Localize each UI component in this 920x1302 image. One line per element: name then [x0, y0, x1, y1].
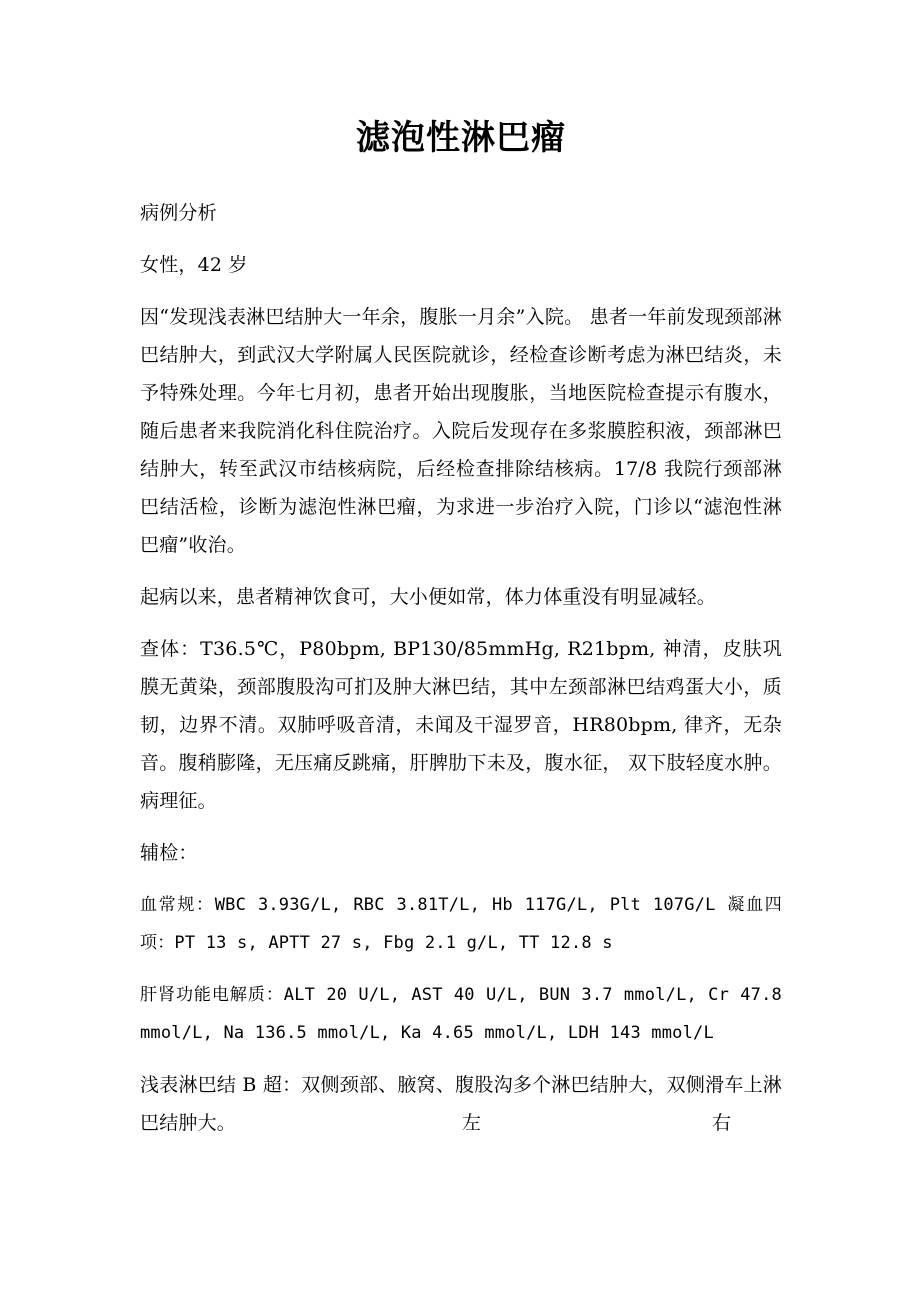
physical-exam-paragraph: 查体：T36.5℃，P80bpm, BP130/85mmHg, R21bpm, 神清，皮肤巩膜无黄染，颈部腹股沟可扪及肿大淋巴结，其中左颈部淋巴结鸡蛋大小，质韧，边界不清。双肺呼吸音清，未闻及干湿罗音，HR80bpm, 律齐，无杂音。腹稍膨隆，无压痛反跳痛，肝脾肋下未及，腹水征， 双下肢轻度水肿。病理征。 — [140, 638, 782, 812]
patient-info: 女性，42 岁 — [140, 254, 248, 276]
blood-test-paragraph: 血常规：WBC 3.93G/L, RBC 3.81T/L, Hb 117G/L, Plt 107G/L 凝血四项：PT 13 s, APTT 27 s, Fbg 2.1 g/L, TT 12.8 s — [140, 895, 782, 953]
history-paragraph: 因“发现浅表淋巴结肿大一年余，腹胀一月余”入院。 患者一年前发现颈部淋巴结肿大，到武汉大学附属人民医院就诊，经检查诊断考虑为淋巴结炎，未予特殊处理。今年七月初，患者开始出现腹胀，当地医院检查提示有腹水，随后患者来我院消化科住院治疗。入院后发现存在多浆膜腔积液，颈部淋巴结肿大，转至武汉市结核病院，后经检查排除结核病。17/8 我院行颈部淋巴结活检，诊断为滤泡性淋巴瘤，为求进一步治疗入院，门诊以“滤泡性淋巴瘤”收治。 — [140, 306, 782, 556]
liver-kidney-paragraph: 肝肾功能电解质：ALT 20 U/L, AST 40 U/L, BUN 3.7 mmol/L, Cr 47.8 mmol/L, Na 136.5 mmol/L, Ka 4.65 mmol/L, LDH 143 mmol/L — [140, 985, 782, 1043]
left-label: 左 — [462, 1112, 482, 1134]
since-onset-paragraph: 起病以来，患者精神饮食可，大小便如常，体力体重没有明显减轻。 — [140, 586, 717, 608]
auxiliary-exam-label: 辅检： — [140, 842, 198, 864]
left-right-labels — [140, 1104, 782, 1142]
document-title: 滤泡性淋巴瘤 — [356, 118, 566, 158]
ultrasound-paragraph: 浅表淋巴结 B 超：双侧颈部、腋窝、腹股沟多个淋巴结肿大，双侧滑车上淋巴结肿大。 — [140, 1074, 782, 1134]
right-label: 右 — [712, 1112, 732, 1134]
section-case-analysis: 病例分析 — [140, 202, 217, 224]
